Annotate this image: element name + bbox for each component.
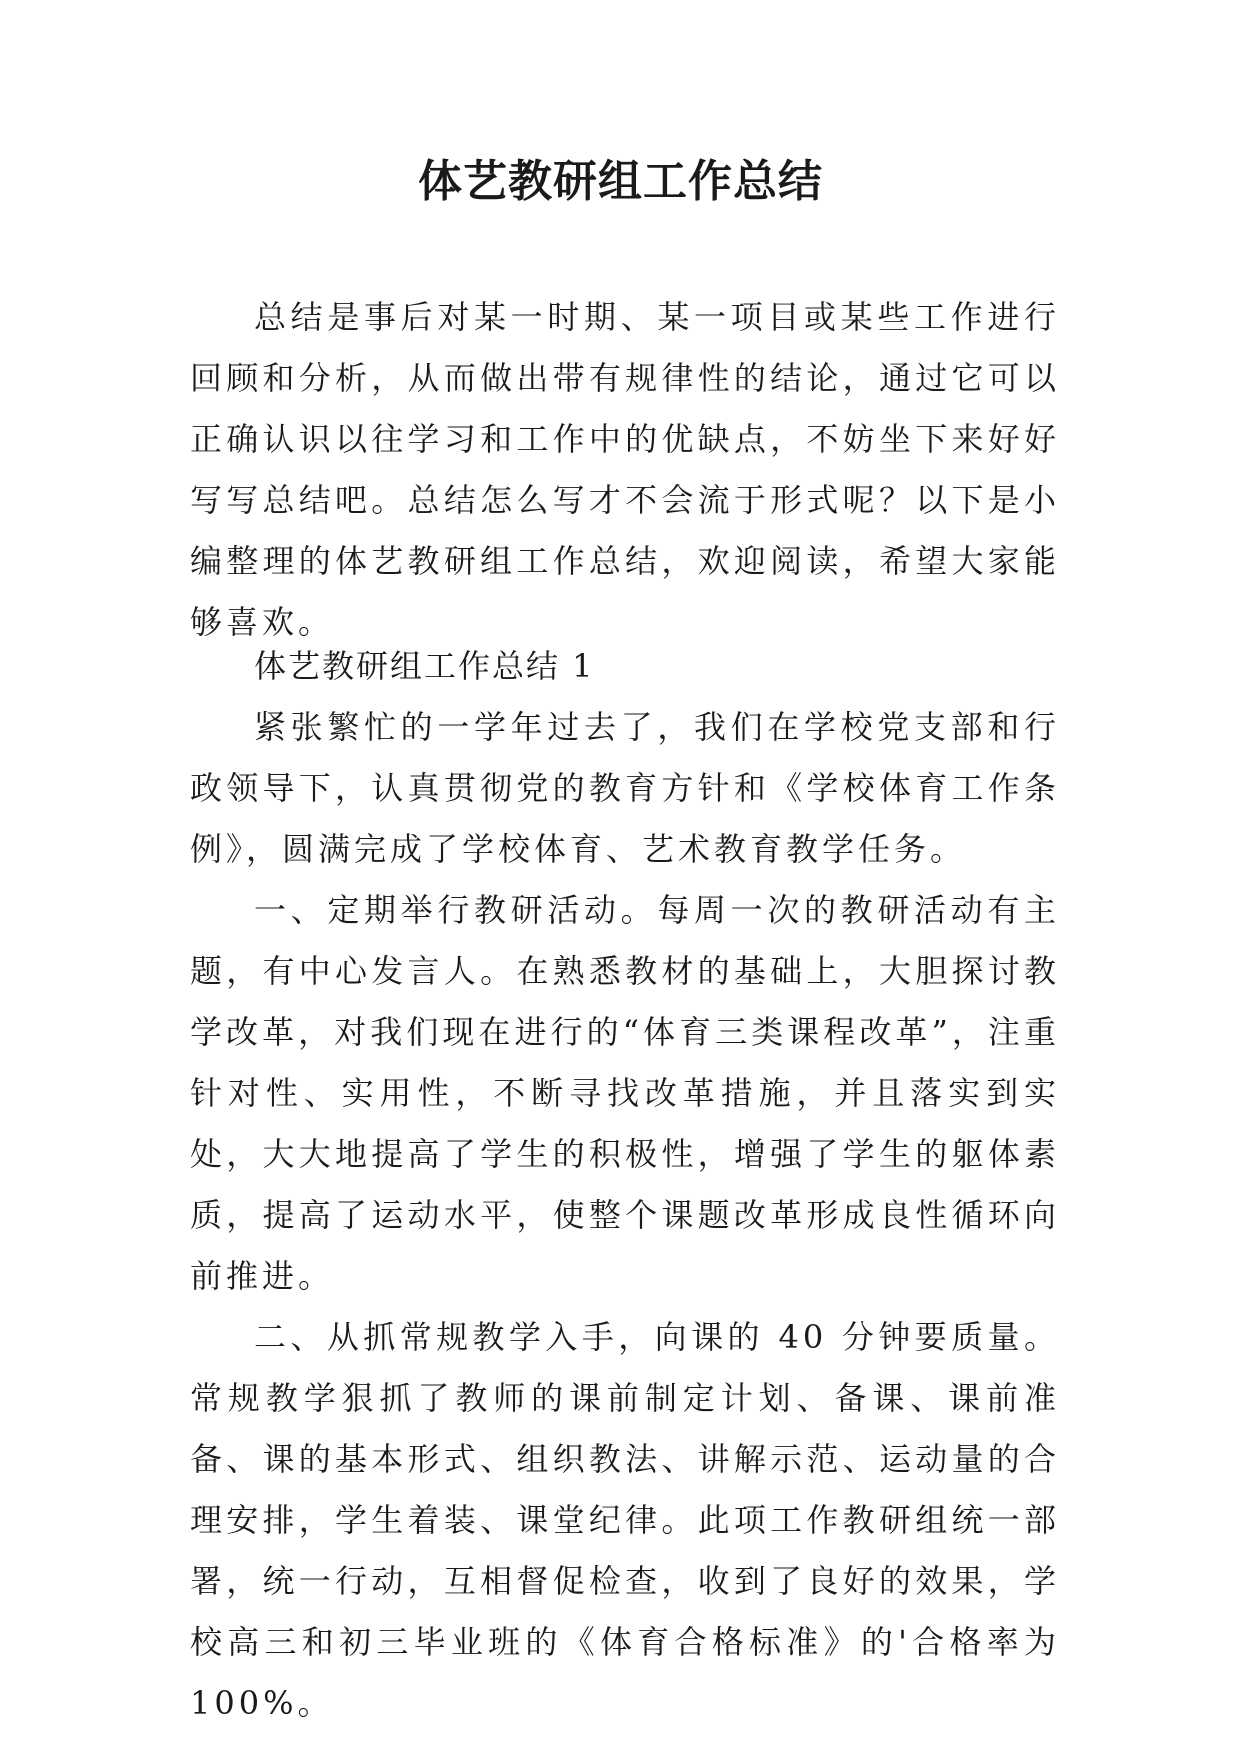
document-title: 体艺教研组工作总结 — [418, 156, 823, 207]
section-paragraph-3: 二、从抓常规教学入手，向课的 40 分钟要质量。常规教学狠抓了教师的课前制定计划、备课、课前准备、课的基本形式、组织教法、讲解示范、运动量的合理安排，学生着装、课堂纪律。此项工作教研组统一部署，统一行动，互相督促检查，收到了良好的效果，学校高三和初三毕业班的《体育合格标准》的'合格率为 100%。 — [190, 1318, 1060, 1722]
section-paragraph-2: 一、定期举行教研活动。每周一次的教研活动有主题，有中心发言人。在熟悉教材的基础上，大胆探讨教学改革，对我们现在进行的“体育三类课程改革”，注重针对性、实用性，不断寻找改革措施，并且落实到实处，大大地提高了学生的积极性，增强了学生的躯体素质，提高了运动水平，使整个课题改革形成良性循环向前推进。 — [190, 891, 1060, 1295]
section-heading: 体艺教研组工作总结 1 — [254, 647, 595, 685]
intro-paragraph: 总结是事后对某一时期、某一项目或某些工作进行回顾和分析，从而做出带有规律性的结论，通过它可以正确认识以往学习和工作中的优缺点，不妨坐下来好好写写总结吧。总结怎么写才不会流于形式呢？以下是小编整理的体艺教研组工作总结，欢迎阅读，希望大家能够喜欢。 — [190, 298, 1060, 641]
intro-block — [190, 287, 1060, 653]
section-paragraph-1: 紧张繁忙的一学年过去了，我们在学校党支部和行政领导下，认真贯彻党的教育方针和《学校体育工作条例》，圆满完成了学校体育、艺术教育教学任务。 — [190, 708, 1060, 868]
section-1 — [190, 636, 1060, 1734]
